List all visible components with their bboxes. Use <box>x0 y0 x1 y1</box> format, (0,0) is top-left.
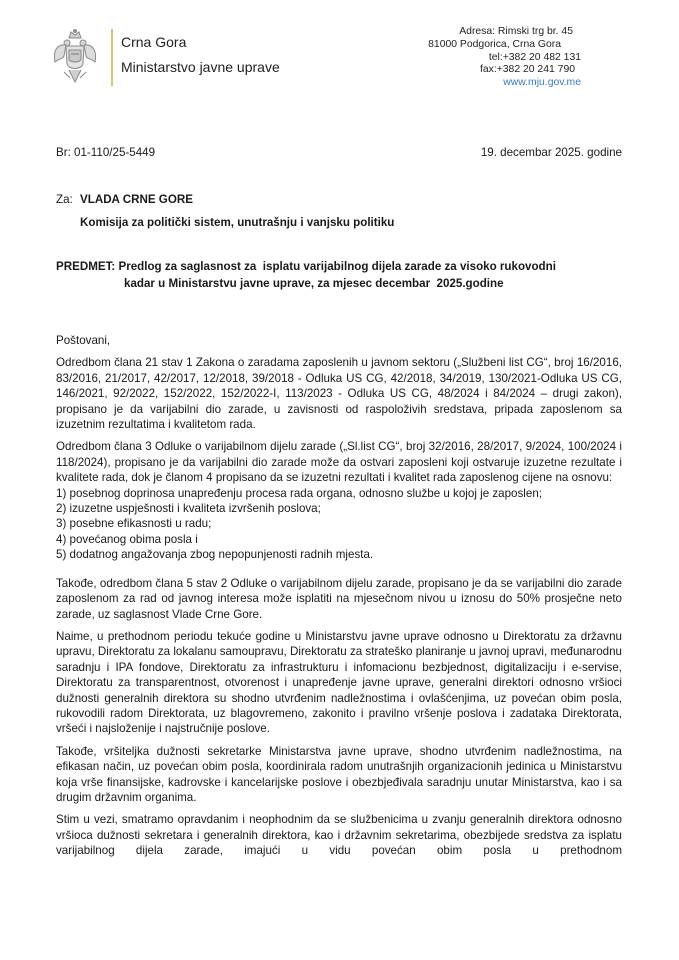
letter-body <box>56 333 622 866</box>
paragraph: Odredbom člana 3 Odluke o varijabilnom dijelu zarade („Sl.list CG“, broj 32/2016, 28/2017, 9/2024, 100/2024 i 118/2024), propisano je da varijabilni dio zarade može da ostvari zaposleni koji ostvaruje izuzetne rezultate i kvalitete rada, dok je članom 4 propisano da se izuzetni rezultati i kvalitet rada zaposlenog cijene na osnovu: <box>56 440 622 485</box>
contact-fax: fax:+382 20 241 790 <box>479 64 575 76</box>
ministry-name: Ministarstvo javne uprave <box>121 59 280 75</box>
paragraph: Stim u vezi, smatramo opravdanim i neophodnim da se službenicima u zvanju generalnih direktora odnosno vršioca dužnosti sekretara i generalnih direktora, kao i državnim sekretarima, obezbijede sredstva za isplatu varijabilnog dijela zarade, imajući u vidu povećan obim posla u prethodnom <box>56 813 622 858</box>
coat-of-arms-icon <box>50 28 100 88</box>
list-item: 1) posebnog doprinosa unapređenju procesa rada organa, odnosno službe u kojoj je zaposlen; <box>56 486 542 500</box>
document-date: 19. decembar 2025. godine <box>480 146 622 159</box>
country-name: Crna Gora <box>121 34 187 50</box>
list-item: 4) povećanog obima posla i <box>56 532 198 546</box>
paragraph: Takođe, vršiteljka dužnosti sekretarke Ministarstva javne uprave, shodno utvrđenim nadležnostima, na efikasan način, uz povećan obim posla, koordinirala radom unutrašnjih organizacionih jedinica u Ministarstvu koja vrše finansijske, kadrovske i kancelarijske poslove i obezbjeđivala saradnju unutar Ministarstva, kao i sa drugim državnim organima. <box>56 744 622 804</box>
recipient-block <box>56 192 395 229</box>
website-link[interactable]: www.mju.gov.me <box>503 77 581 89</box>
recipient-name: VLADA CRNE GORE <box>80 193 193 206</box>
contact-tel: tel:+382 20 482 131 <box>488 51 581 63</box>
reference-line <box>56 145 622 160</box>
paragraph: Takođe, odredbom člana 5 stav 2 Odluke o varijabilnom dijelu zarade, propisano je da se varijabilni dio zarade zaposlenom za rad od javnog interesa može isplatiti na mjesečnom nivou u iznosu do 50% prosječne neto zarade, uz saglasnost Vlade Crne Gore. <box>56 576 622 621</box>
subject-line-2: kadar u Ministarstvu javne uprave, za mjesec decembar 2025.godine <box>124 277 504 290</box>
paragraph: Naime, u prethodnom periodu tekuće godine u Ministarstvu javne uprave odnosno u Direktoratu za državnu upravu, Direktoratu za lokalanu samoupravu, Direktoratu za strateško planiranje u javnoj upravi, međunarodnu saradnju i IPA fondove, Direktoratu za infrastrukturu i infomacionu bezbjednost, digitalizaciju i e-servise, Direktoratu za transparentnost, otvorenost i unapređenje javne uprave, generalni direktori odnosno vršioci dužnosti generalnih direktora su shodno utvrđenim nadležnostima i ovlašćenjima, uz povećan obim posla, rukovodili radom Direktorata, uz blagovremeno, zakonito i pravilno vršenje poslova i zadataka Direktorata, vršeći i najsloženije i najstručnije poslove. <box>56 629 622 736</box>
subject-line-1: PREDMET: Predlog za saglasnost za isplatu varijabilnog dijela zarade za visoko rukovodni <box>56 260 556 273</box>
list-item: 3) posebne efikasnosti u radu; <box>56 517 212 531</box>
contact-block <box>428 26 581 90</box>
organization-block <box>121 32 280 77</box>
recipient-label: Za: <box>56 193 73 206</box>
header-divider <box>111 29 113 86</box>
subject-block <box>56 258 556 292</box>
reference-number: Br: 01-110/25-5449 <box>56 146 156 159</box>
contact-address: Adresa: Rimski trg br. 45 <box>459 26 573 37</box>
list-item: 2) izuzetne uspješnosti i kvaliteta izvršenih poslova; <box>56 502 321 516</box>
criteria-list <box>56 486 622 563</box>
contact-city: 81000 Podgorica, Crna Gora <box>428 38 561 50</box>
greeting: Poštovani, <box>56 334 111 347</box>
list-item: 5) dodatnog angažovanja zbog nepopunjenosti radnih mjesta. <box>56 548 374 562</box>
paragraph: Odredbom člana 21 stav 1 Zakona o zaradama zaposlenih u javnom sektoru („Službeni list CG“, broj 16/2016, 83/2016, 21/2017, 42/2017, 12/2018, 39/2018 - Odluka US CG, 42/2018, 34/2019, 130/2021-Odluka US CG, 146/2021, 92/2022, 152/2022, 152/2022-I, 113/2023 - Odluka US CG, 48/2024 i 84/2024 – drugi zakon), propisano je da varijabilni dio zarade, u zavisnosti od raspoloživih sredstava, pripada zaposlenom sa izuzetnim rezultatima i kvalitetom rada. <box>56 356 622 432</box>
recipient-commission: Komisija za politički sistem, unutrašnju i vanjsku politiku <box>80 216 395 229</box>
